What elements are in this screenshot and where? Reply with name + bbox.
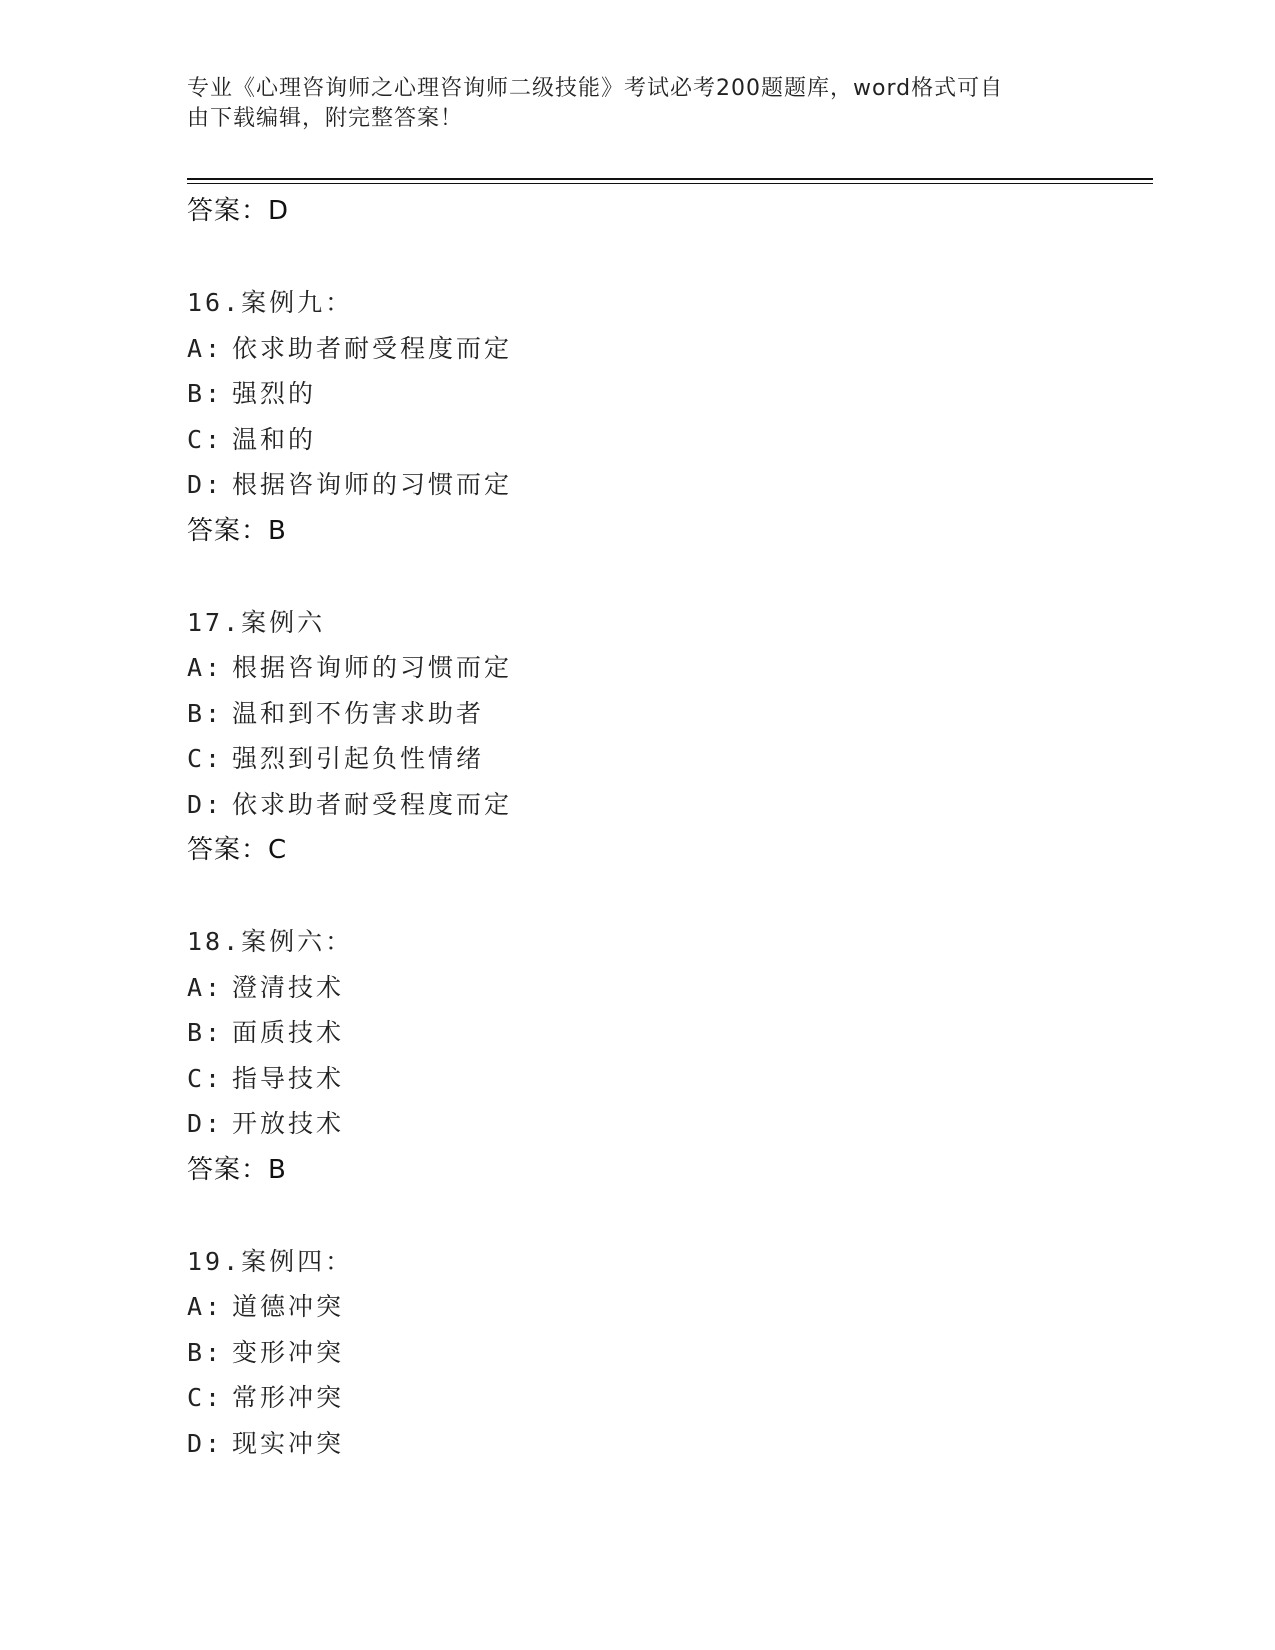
option-text: 现实冲突 (232, 1428, 345, 1458)
option-text: 变形冲突 (232, 1337, 345, 1367)
document-content (187, 188, 1087, 1466)
option-text: 澄清技术 (232, 972, 345, 1002)
option-text: 温和到不伤害求助者 (232, 698, 485, 728)
question-option (187, 326, 1087, 372)
question-list (187, 280, 1087, 1466)
option-letter: A: (187, 1292, 224, 1321)
question-option (187, 1284, 1087, 1330)
header-rule-thin (187, 183, 1153, 184)
spacer (187, 234, 1087, 280)
option-letter: B: (187, 1337, 224, 1367)
question-option (187, 1010, 1087, 1056)
answer-label: 答案：B (187, 515, 287, 546)
option-letter: D: (187, 1109, 224, 1138)
option-letter: D: (187, 470, 224, 499)
question-block (187, 919, 1087, 1239)
option-text: 开放技术 (232, 1109, 345, 1138)
option-text: 面质技术 (232, 1018, 345, 1047)
question-option (187, 1421, 1087, 1467)
option-text: 道德冲突 (232, 1292, 345, 1321)
option-letter: B: (187, 1018, 224, 1047)
spacer (187, 1193, 1087, 1239)
question-option (187, 1101, 1087, 1147)
header-line-1: 专业《心理咨询师之心理咨询师二级技能》考试必考200题题库，word格式可自 (187, 76, 1004, 101)
question-option (187, 782, 1087, 828)
option-text: 强烈的 (232, 379, 317, 408)
answer-label: 答案：C (187, 835, 288, 865)
header-rule-thick (187, 178, 1153, 180)
option-letter: A: (187, 972, 224, 1002)
option-text: 根据咨询师的习惯而定 (232, 653, 513, 682)
option-letter: B: (187, 698, 224, 728)
question-option (187, 645, 1087, 691)
question-option (187, 371, 1087, 417)
question-option (187, 462, 1087, 508)
option-text: 依求助者耐受程度而定 (232, 789, 513, 819)
question-title: 19.案例四： (187, 1246, 354, 1276)
option-text: 根据咨询师的习惯而定 (232, 470, 513, 499)
question-block (187, 600, 1087, 920)
question-title: 18.案例六： (187, 927, 354, 956)
option-letter: D: (187, 789, 224, 819)
option-text: 常形冲突 (232, 1383, 345, 1412)
spacer (187, 873, 1087, 919)
question-block (187, 1239, 1087, 1467)
question-option (187, 736, 1087, 782)
document-header (187, 74, 1067, 134)
question-option (187, 965, 1087, 1011)
option-letter: D: (187, 1428, 224, 1458)
question-option (187, 417, 1087, 463)
option-text: 温和的 (232, 424, 317, 454)
question-option (187, 1056, 1087, 1102)
question-option (187, 1330, 1087, 1376)
answer-label: 答案：B (187, 1154, 287, 1185)
option-letter: C: (187, 424, 224, 454)
option-letter: B: (187, 379, 224, 408)
question-title: 16.案例九： (187, 288, 354, 317)
option-letter: C: (187, 744, 224, 773)
option-text: 依求助者耐受程度而定 (232, 333, 513, 363)
question-title: 17.案例六 (187, 607, 326, 637)
question-option (187, 691, 1087, 737)
spacer (187, 554, 1087, 600)
question-block (187, 280, 1087, 600)
option-letter: A: (187, 653, 224, 682)
question-option (187, 1375, 1087, 1421)
option-letter: A: (187, 333, 224, 363)
option-text: 强烈到引起负性情绪 (232, 744, 485, 773)
answer-label: 答案：D (187, 196, 290, 226)
option-text: 指导技术 (232, 1063, 345, 1093)
option-letter: C: (187, 1063, 224, 1093)
header-line-2: 由下载编辑，附完整答案！ (187, 106, 464, 131)
option-letter: C: (187, 1383, 224, 1412)
